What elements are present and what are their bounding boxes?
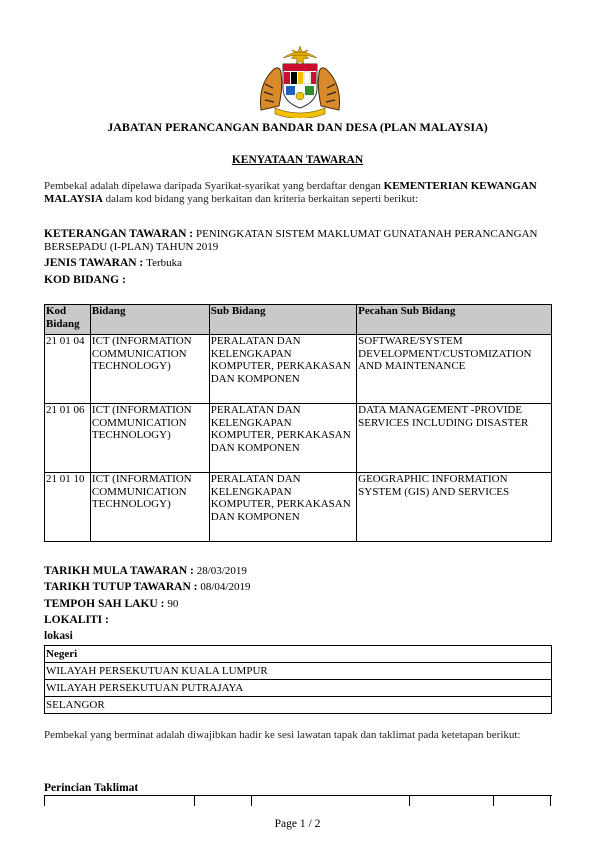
table-divider [194, 796, 195, 806]
column-header: Kod Bidang [45, 305, 91, 335]
table-header-row [45, 646, 552, 663]
closing-date: TARIKH TUTUP TAWARAN : 08/04/2019 [44, 581, 251, 593]
field-code-label: KOD BIDANG : [44, 274, 126, 286]
site-visit-notice: Pembekal yang berminat adalah diwajibkan hadir ke sesi lawatan tapak dan taklimat pada ketetapan berikut: [44, 729, 521, 741]
table-cell: ICT (INFORMATION COMMUNICATION TECHNOLOGY) [90, 404, 209, 473]
table-cell: ICT (INFORMATION COMMUNICATION TECHNOLOGY) [90, 335, 209, 404]
table-cell: PERALATAN DAN KELENGKAPAN KOMPUTER, PERKAKASAN DAN KOMPONEN [209, 404, 356, 473]
field-code-table [44, 304, 552, 542]
document-title: KENYATAAN TAWARAN [231, 154, 364, 166]
table-cell: DATA MANAGEMENT -PROVIDE SERVICES INCLUDING DISASTER [357, 404, 552, 473]
table-row [45, 473, 552, 542]
table-cell: PERALATAN DAN KELENGKAPAN KOMPUTER, PERKAKASAN DAN KOMPONEN [209, 335, 356, 404]
table-cell: SOFTWARE/SYSTEM DEVELOPMENT/CUSTOMIZATION AND MAINTENANCE [357, 335, 552, 404]
table-cell: PERALATAN DAN KELENGKAPAN KOMPUTER, PERKAKASAN DAN KOMPONEN [209, 473, 356, 542]
table-row [45, 335, 552, 404]
table-divider [44, 796, 45, 806]
table-cell: SELANGOR [45, 697, 552, 714]
start-date: TARIKH MULA TAWARAN : 28/03/2019 [44, 565, 247, 577]
location-label: lokasi [44, 630, 73, 642]
column-header: Bidang [90, 305, 209, 335]
table-row [45, 404, 552, 473]
coat-of-arms-icon [253, 44, 347, 118]
table-divider [409, 796, 410, 806]
column-header: Negeri [45, 646, 552, 663]
intro-paragraph: Pembekal adalah dipelawa daripada Syarikat-syarikat yang berdaftar dengan KEMENTERIAN KEWANGAN MALAYSIA dalam kod bidang yang berkaitan dan kriteria berkaitan seperti berikut: [44, 180, 537, 205]
briefing-details-label: Perincian Taklimat [44, 782, 139, 794]
validity-period: TEMPOH SAH LAKU : 90 [44, 598, 179, 610]
table-row [45, 680, 552, 697]
briefing-table [44, 795, 552, 806]
table-divider [493, 796, 494, 806]
locality-label: LOKALITI : [44, 614, 109, 626]
table-row [45, 663, 552, 680]
column-header: Sub Bidang [209, 305, 356, 335]
location-table [44, 645, 552, 714]
table-cell: 21 01 10 [45, 473, 91, 542]
table-cell: GEOGRAPHIC INFORMATION SYSTEM (GIS) AND SERVICES [357, 473, 552, 542]
table-divider [251, 796, 252, 806]
offer-type: JENIS TAWARAN : Terbuka [44, 257, 183, 269]
table-cell: WILAYAH PERSEKUTUAN PUTRAJAYA [45, 680, 552, 697]
table-cell: ICT (INFORMATION COMMUNICATION TECHNOLOGY) [90, 473, 209, 542]
ministry-name: KEMENTERIAN KEWANGAN MALAYSIA [44, 180, 537, 205]
table-row [45, 697, 552, 714]
agency-name: JABATAN PERANCANGAN BANDAR DAN DESA (PLAN MALAYSIA) [107, 120, 488, 134]
offer-description: KETERANGAN TAWARAN : PENINGKATAN SISTEM MAKLUMAT GUNATANAH PERANCANGAN BERSEPADU (I-PLAN) TAHUN 2019 [44, 228, 538, 253]
table-header-row [45, 305, 552, 335]
table-cell: 21 01 04 [45, 335, 91, 404]
table-divider [550, 796, 551, 806]
column-header: Pecahan Sub Bidang [357, 305, 552, 335]
table-cell: WILAYAH PERSEKUTUAN KUALA LUMPUR [45, 663, 552, 680]
page-number: Page 1 / 2 [274, 818, 321, 830]
table-cell: 21 01 06 [45, 404, 91, 473]
